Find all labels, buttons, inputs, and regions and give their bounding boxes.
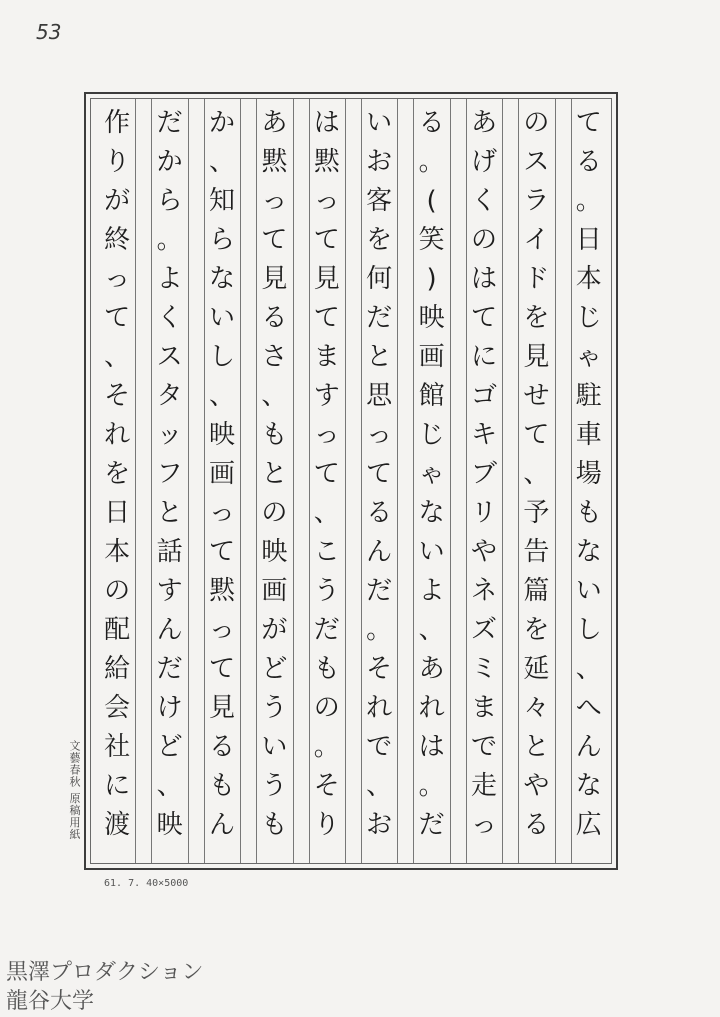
manuscript-char: や <box>523 770 550 801</box>
manuscript-char: な <box>575 536 602 567</box>
manuscript-char: 篇 <box>523 575 550 606</box>
manuscript-char: も <box>575 497 602 528</box>
manuscript-char: っ <box>470 809 497 840</box>
manuscript-char: 会 <box>104 692 131 723</box>
manuscript-char: れ <box>418 692 445 723</box>
manuscript-char: も <box>313 653 340 684</box>
manuscript-char: 、 <box>104 341 131 372</box>
column-rule <box>188 99 189 863</box>
manuscript-char: の <box>313 692 340 723</box>
manuscript-char: す <box>156 575 183 606</box>
manuscript-char: 配 <box>104 614 131 645</box>
manuscript-char: ミ <box>470 653 497 684</box>
manuscript-char: 。 <box>418 770 445 801</box>
manuscript-char: だ <box>156 653 183 684</box>
manuscript-char: ら <box>208 224 235 255</box>
manuscript-char: と <box>366 341 393 372</box>
manuscript-char: こ <box>313 536 340 567</box>
manuscript-char: な <box>208 263 235 294</box>
manuscript-char: な <box>575 770 602 801</box>
manuscript-char: 、 <box>575 653 602 684</box>
manuscript-char: に <box>104 770 131 801</box>
manuscript-char: 黙 <box>208 575 235 606</box>
manuscript-char: お <box>366 809 393 840</box>
manuscript-char: イ <box>523 224 550 255</box>
manuscript-char: じ <box>575 302 602 333</box>
manuscript-char: も <box>261 809 288 840</box>
manuscript-char: っ <box>313 185 340 216</box>
manuscript-char: れ <box>104 419 131 450</box>
manuscript-char: て <box>470 302 497 333</box>
manuscript-char: ブ <box>470 458 497 489</box>
manuscript-char: 見 <box>208 692 235 723</box>
manuscript-char: の <box>104 575 131 606</box>
manuscript-char: ラ <box>523 185 550 216</box>
manuscript-char: て <box>575 107 602 138</box>
manuscript-char: っ <box>104 263 131 294</box>
manuscript-char: 何 <box>366 263 393 294</box>
manuscript-char: い <box>575 575 602 606</box>
manuscript-char: し <box>575 614 602 645</box>
manuscript-char: 映 <box>261 536 288 567</box>
manuscript-char: ん <box>156 614 183 645</box>
manuscript-char: げ <box>470 146 497 177</box>
column-rule <box>135 99 136 863</box>
manuscript-char: だ <box>156 107 183 138</box>
column-rule <box>293 99 294 863</box>
manuscript-char: ん <box>366 536 393 567</box>
manuscript-char: く <box>156 302 183 333</box>
manuscript-char: 延 <box>523 653 550 684</box>
manuscript-column <box>414 99 450 863</box>
manuscript-char: る <box>575 146 602 177</box>
manuscript-sheet <box>84 92 618 870</box>
manuscript-char: 告 <box>523 536 550 567</box>
manuscript-char: ッ <box>156 419 183 450</box>
manuscript-char: よ <box>156 263 183 294</box>
manuscript-char: ら <box>156 185 183 216</box>
manuscript-char: し <box>208 341 235 372</box>
manuscript-char: 館 <box>418 380 445 411</box>
print-code: 61. 7. 40×5000 <box>104 878 189 889</box>
watermark-line-2: 龍谷大学 <box>6 989 95 1014</box>
manuscript-char: 々 <box>523 692 550 723</box>
manuscript-char: キ <box>470 419 497 450</box>
manuscript-char: と <box>156 497 183 528</box>
manuscript-char: 画 <box>208 458 235 489</box>
manuscript-char: 、 <box>366 770 393 801</box>
manuscript-char: っ <box>208 614 235 645</box>
manuscript-char: ズ <box>470 614 497 645</box>
manuscript-char: て <box>313 458 340 489</box>
manuscript-char: り <box>104 146 131 177</box>
manuscript-char: る <box>418 107 445 138</box>
manuscript-char: や <box>470 536 497 567</box>
manuscript-char: さ <box>261 341 288 372</box>
manuscript-char: は <box>313 107 340 138</box>
manuscript-char: 駐 <box>575 380 602 411</box>
manuscript-char: 、 <box>208 146 235 177</box>
manuscript-char: 。 <box>366 614 393 645</box>
manuscript-char: 。 <box>313 731 340 762</box>
manuscript-char: い <box>418 536 445 567</box>
manuscript-char: そ <box>104 380 131 411</box>
manuscript-char: ま <box>470 692 497 723</box>
manuscript-char: い <box>366 107 393 138</box>
manuscript-char: 本 <box>575 263 602 294</box>
manuscript-char: に <box>470 341 497 372</box>
manuscript-char: で <box>470 731 497 762</box>
manuscript-char: 。 <box>418 146 445 177</box>
manuscript-char: 場 <box>575 458 602 489</box>
manuscript-char: 走 <box>470 770 497 801</box>
manuscript-char: て <box>366 458 393 489</box>
manuscript-char: を <box>523 302 550 333</box>
manuscript-char: ド <box>523 263 550 294</box>
manuscript-char: る <box>261 302 288 333</box>
manuscript-char: 社 <box>104 731 131 762</box>
column-rule <box>240 99 241 863</box>
manuscript-char: と <box>523 731 550 762</box>
manuscript-char: け <box>156 692 183 723</box>
manuscript-char: 。 <box>156 224 183 255</box>
manuscript-char: そ <box>366 653 393 684</box>
manuscript-char: フ <box>156 458 183 489</box>
manuscript-char: リ <box>470 497 497 528</box>
manuscript-char: 終 <box>104 224 131 255</box>
manuscript-char: 日 <box>104 497 131 528</box>
manuscript-char: も <box>208 770 235 801</box>
manuscript-char: の <box>261 497 288 528</box>
manuscript-char: っ <box>366 419 393 450</box>
manuscript-column <box>99 99 135 863</box>
manuscript-char: も <box>261 419 288 450</box>
manuscript-char: 広 <box>575 809 602 840</box>
watermark-line-1: 黒澤プロダクション <box>6 960 204 985</box>
manuscript-char: 話 <box>156 536 183 567</box>
manuscript-char: 本 <box>104 536 131 567</box>
manuscript-column <box>571 99 607 863</box>
manuscript-char: 画 <box>418 341 445 372</box>
manuscript-char: ま <box>313 341 340 372</box>
manuscript-char: 思 <box>366 380 393 411</box>
manuscript-char: 黙 <box>313 146 340 177</box>
manuscript-char: い <box>208 302 235 333</box>
manuscript-char: を <box>104 458 131 489</box>
manuscript-char: へ <box>575 692 602 723</box>
manuscript-char: ス <box>156 341 183 372</box>
column-rule <box>555 99 556 863</box>
manuscript-char: て <box>104 302 131 333</box>
manuscript-char: る <box>208 731 235 762</box>
manuscript-char: よ <box>418 575 445 606</box>
manuscript-column <box>309 99 345 863</box>
manuscript-char: れ <box>366 692 393 723</box>
manuscript-column <box>361 99 397 863</box>
column-rule <box>345 99 346 863</box>
manuscript-column <box>466 99 502 863</box>
manuscript-char: 映 <box>156 809 183 840</box>
manuscript-char: ん <box>575 731 602 762</box>
manuscript-char: 渡 <box>104 809 131 840</box>
manuscript-char: 画 <box>261 575 288 606</box>
manuscript-char: 日 <box>575 224 602 255</box>
manuscript-char: っ <box>313 419 340 450</box>
manuscript-char: が <box>261 614 288 645</box>
manuscript-char: 作 <box>104 107 131 138</box>
manuscript-grid <box>90 98 612 864</box>
manuscript-char: だ <box>313 614 340 645</box>
manuscript-char: て <box>261 224 288 255</box>
manuscript-char: お <box>366 146 393 177</box>
manuscript-char: り <box>313 809 340 840</box>
manuscript-char: な <box>418 497 445 528</box>
publisher-label: 文藝春秋 原稿用紙 <box>68 740 81 841</box>
page-number: 53 <box>36 20 62 44</box>
manuscript-char: が <box>104 185 131 216</box>
manuscript-char: ゃ <box>575 341 602 372</box>
manuscript-char: じ <box>418 419 445 450</box>
manuscript-char: う <box>261 692 288 723</box>
manuscript-column <box>256 99 292 863</box>
manuscript-char: ネ <box>470 575 497 606</box>
column-rule <box>502 99 503 863</box>
manuscript-char: タ <box>156 380 183 411</box>
manuscript-char: 。 <box>575 185 602 216</box>
manuscript-char: う <box>261 770 288 801</box>
manuscript-char: は <box>470 263 497 294</box>
manuscript-char: か <box>208 107 235 138</box>
manuscript-char: 、 <box>523 458 550 489</box>
manuscript-char: る <box>523 809 550 840</box>
manuscript-char: 笑 <box>418 224 445 255</box>
manuscript-char: て <box>523 419 550 450</box>
manuscript-char: ゃ <box>418 458 445 489</box>
manuscript-char: 映 <box>208 419 235 450</box>
manuscript-char: だ <box>418 809 445 840</box>
manuscript-char: 、 <box>313 497 340 528</box>
watermark <box>6 958 204 1016</box>
manuscript-char: 知 <box>208 185 235 216</box>
manuscript-char: い <box>261 731 288 762</box>
manuscript-char: だ <box>366 575 393 606</box>
manuscript-char: あ <box>261 107 288 138</box>
manuscript-char: て <box>313 302 340 333</box>
manuscript-char: ど <box>156 731 183 762</box>
manuscript-char: 客 <box>366 185 393 216</box>
manuscript-char: 車 <box>575 419 602 450</box>
column-rule <box>397 99 398 863</box>
manuscript-char: せ <box>523 380 550 411</box>
manuscript-char: の <box>523 107 550 138</box>
manuscript-char: っ <box>261 185 288 216</box>
manuscript-char: を <box>366 224 393 255</box>
manuscript-column <box>152 99 188 863</box>
manuscript-char: て <box>208 536 235 567</box>
manuscript-char: そ <box>313 770 340 801</box>
manuscript-char: 見 <box>523 341 550 372</box>
manuscript-char: は <box>418 731 445 762</box>
manuscript-char: て <box>313 224 340 255</box>
manuscript-char: て <box>208 653 235 684</box>
column-rule <box>450 99 451 863</box>
manuscript-char: 映 <box>418 302 445 333</box>
manuscript-char: ス <box>523 146 550 177</box>
manuscript-char: あ <box>470 107 497 138</box>
manuscript-char: く <box>470 185 497 216</box>
manuscript-char: ゴ <box>470 380 497 411</box>
manuscript-char: 給 <box>104 653 131 684</box>
manuscript-char: す <box>313 380 340 411</box>
manuscript-char: の <box>470 224 497 255</box>
manuscript-char: 、 <box>156 770 183 801</box>
manuscript-char: る <box>366 497 393 528</box>
manuscript-char: 見 <box>313 263 340 294</box>
manuscript-char: 見 <box>261 263 288 294</box>
manuscript-char: 、 <box>418 614 445 645</box>
manuscript-char: ん <box>208 809 235 840</box>
manuscript-char: で <box>366 731 393 762</box>
manuscript-char: 予 <box>523 497 550 528</box>
manuscript-char: っ <box>208 497 235 528</box>
manuscript-char: と <box>261 458 288 489</box>
manuscript-char: を <box>523 614 550 645</box>
manuscript-char: ) <box>426 263 437 294</box>
manuscript-char: 黙 <box>261 146 288 177</box>
manuscript-char: だ <box>366 302 393 333</box>
manuscript-column <box>518 99 554 863</box>
manuscript-char: う <box>313 575 340 606</box>
manuscript-char: 、 <box>261 380 288 411</box>
manuscript-column <box>204 99 240 863</box>
manuscript-char: あ <box>418 653 445 684</box>
manuscript-char: か <box>156 146 183 177</box>
manuscript-char: 、 <box>208 380 235 411</box>
manuscript-char: ( <box>426 185 437 216</box>
manuscript-char: ど <box>261 653 288 684</box>
